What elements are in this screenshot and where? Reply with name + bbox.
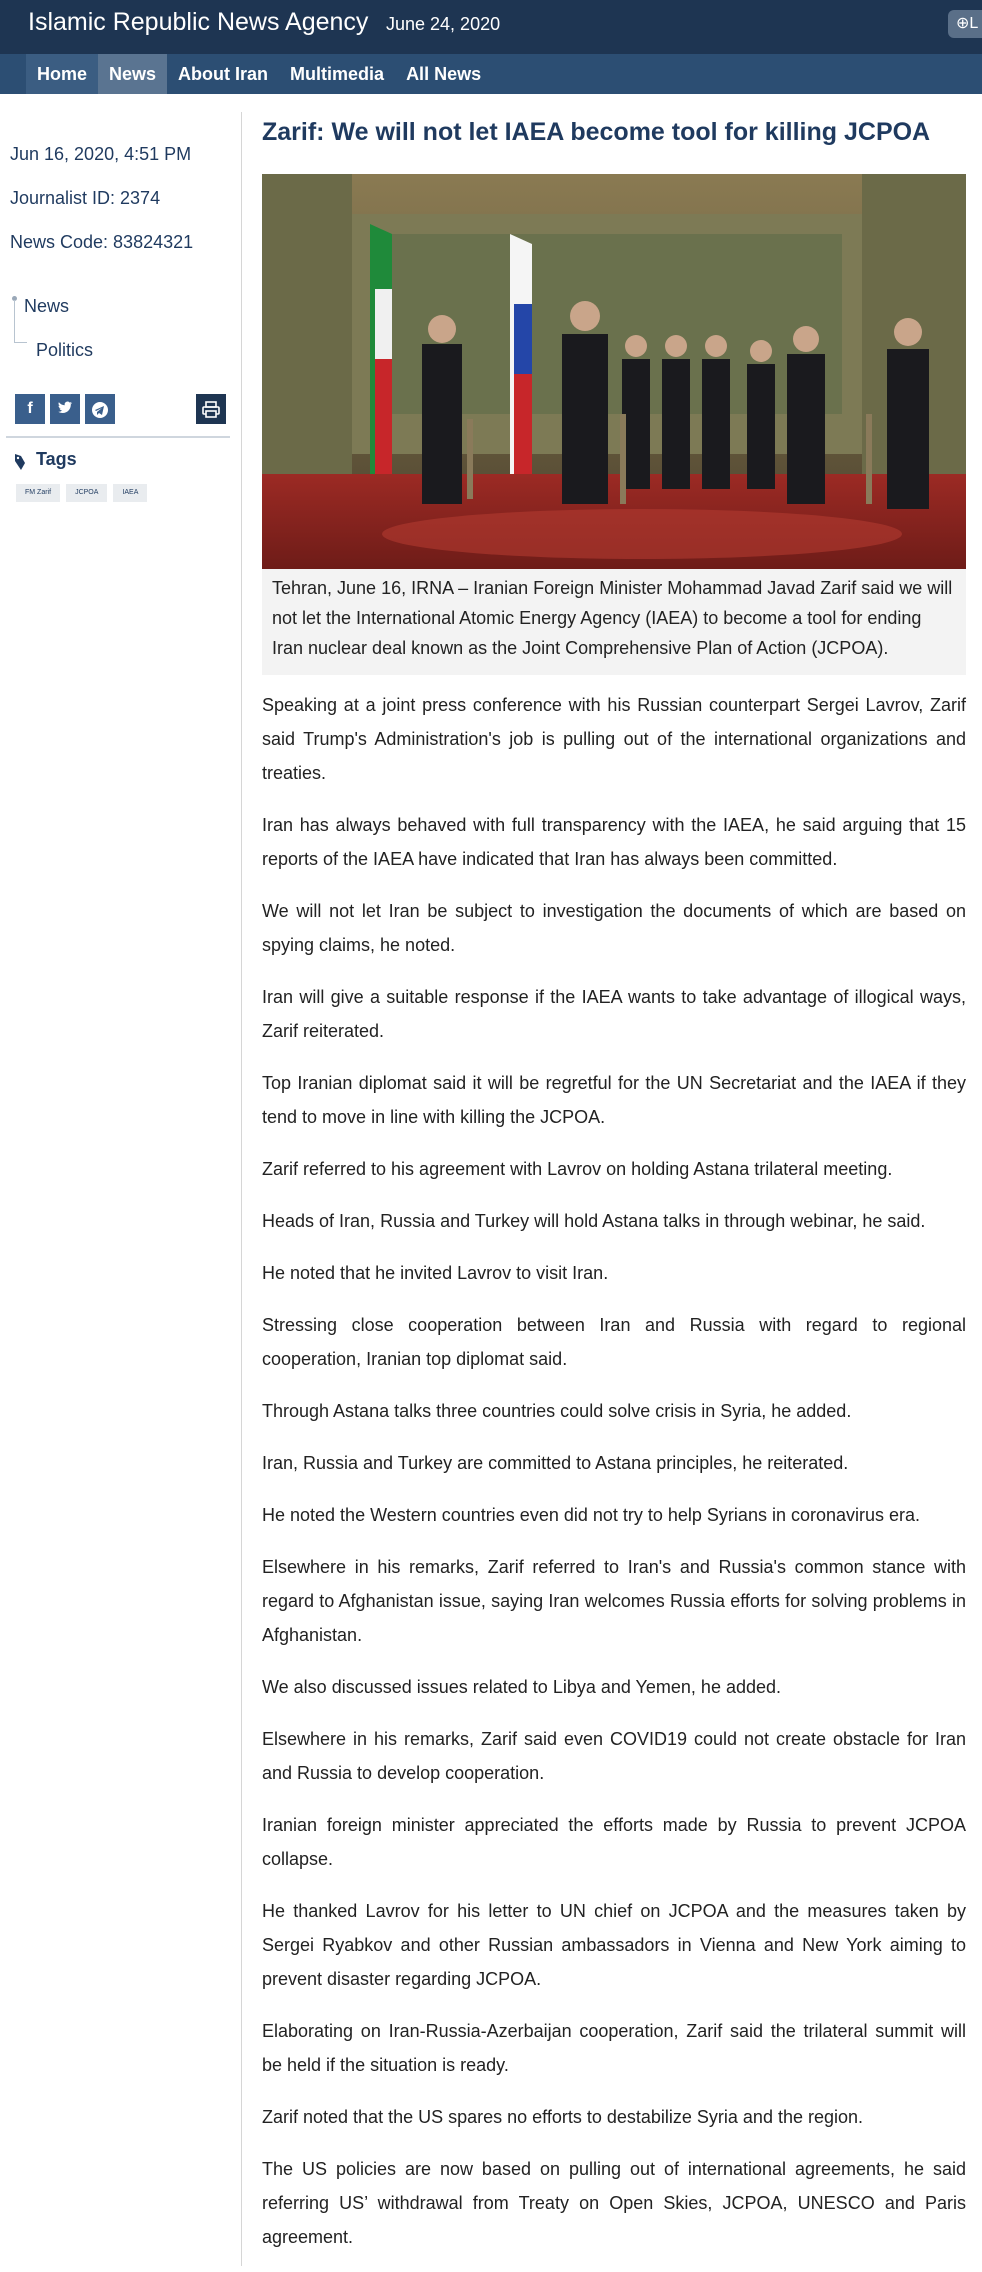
facebook-icon: f bbox=[27, 400, 33, 417]
article-paragraph: He noted the Western countries even did not try to help Syrians in coronavirus era. bbox=[262, 1505, 921, 1525]
article-paragraph: He thanked Lavrov for his letter to UN chief on JCPOA and the measures taken by Sergei Ryabkov and other Russian ambassadors in Vienna and New York aiming to prevent disaster regarding JCPOA. bbox=[262, 1901, 966, 1989]
twitter-share-button[interactable] bbox=[50, 394, 80, 424]
language-label: L bbox=[969, 15, 979, 32]
sidebar-divider bbox=[241, 112, 242, 2266]
site-title[interactable]: Islamic Republic News Agency bbox=[28, 8, 369, 36]
article-paragraph: Speaking at a joint press conference with his Russian counterpart Sergei Lavrov, Zarif said Trump's Administration's job is pulling out of the international organizations and treaties. bbox=[262, 695, 966, 783]
article-paragraph: Zarif referred to his agreement with Lavrov on holding Astana trilateral meeting. bbox=[262, 1159, 893, 1179]
tags-heading: Tags bbox=[36, 449, 77, 469]
nav-news[interactable]: News bbox=[98, 54, 167, 94]
article-paragraph: He noted that he invited Lavrov to visit Iran. bbox=[262, 1263, 609, 1283]
article-paragraph: We also discussed issues related to Libya and Yemen, he added. bbox=[262, 1677, 782, 1697]
article-paragraph: Iran has always behaved with full transparency with the IAEA, he said arguing that 15 reports of the IAEA have indicated that Iran has always been committed. bbox=[262, 815, 966, 869]
globe-icon: ⊕ bbox=[956, 15, 970, 32]
photo-caption: Tehran, June 16, IRNA – Iranian Foreign Minister Mohammad Javad Zarif said we will not let the International Atomic Energy Agency (IAEA) to become a tool for ending Iran nuclear deal known as the Joint Comprehensive Plan of Action (JCPOA). bbox=[262, 569, 966, 675]
nav-multimedia[interactable]: Multimedia bbox=[290, 64, 385, 84]
category-tree-line bbox=[14, 300, 27, 343]
article-paragraph: Elsewhere in his remarks, Zarif said even COVID19 could not create obstacle for Iran and Russia to develop cooperation. bbox=[262, 1729, 966, 1783]
header-date: June 24, 2020 bbox=[386, 14, 501, 34]
nav-all-news[interactable]: All News bbox=[406, 64, 482, 84]
article-paragraph: Top Iranian diplomat said it will be regretful for the UN Secretariat and the IAEA if they tend to move in line with killing the JCPOA. bbox=[262, 1073, 966, 1127]
article-paragraph: Through Astana talks three countries could solve crisis in Syria, he added. bbox=[262, 1401, 852, 1421]
article-paragraph: Elsewhere in his remarks, Zarif referred to Iran's and Russia's common stance with regard to Afghanistan issue, saying Iran welcomes Russia efforts for solving problems in Afghanistan. bbox=[262, 1557, 966, 1645]
article-paragraph: Iran, Russia and Turkey are committed to Astana principles, he reiterated. bbox=[262, 1453, 849, 1473]
article-paragraph: Heads of Iran, Russia and Turkey will hold Astana talks in through webinar, he said. bbox=[262, 1211, 926, 1231]
news-code: News Code: 83824321 bbox=[10, 232, 194, 252]
tag-icon bbox=[14, 453, 26, 471]
article-paragraph: We will not let Iran be subject to investigation the documents of which are based on spying claims, he noted. bbox=[262, 901, 966, 955]
telegram-icon bbox=[91, 401, 109, 419]
twitter-icon bbox=[57, 401, 73, 415]
article-paragraph: Elaborating on Iran-Russia-Azerbaijan cooperation, Zarif said the trilateral summit will be held if the situation is ready. bbox=[262, 2021, 966, 2075]
press-conference-image bbox=[262, 174, 966, 569]
language-button[interactable] bbox=[948, 10, 982, 38]
print-button[interactable] bbox=[196, 394, 226, 424]
tag-fm-zarif[interactable]: FM Zarif bbox=[16, 484, 60, 502]
article-photo bbox=[262, 174, 966, 569]
site-header bbox=[0, 0, 982, 54]
category-news[interactable]: News bbox=[24, 296, 70, 316]
article-paragraph: Iranian foreign minister appreciated the efforts made by Russia to prevent JCPOA collapse. bbox=[262, 1815, 966, 1869]
sidebar-separator bbox=[6, 436, 230, 438]
telegram-share-button[interactable] bbox=[85, 394, 115, 424]
article-paragraph: Zarif noted that the US spares no efforts to destabilize Syria and the region. bbox=[262, 2107, 864, 2127]
article-paragraph: The US policies are now based on pulling out of international agreements, he said referring US’ withdrawal from Treaty on Open Skies, JCPOA, UNESCO and Paris agreement. bbox=[262, 2159, 966, 2247]
nav-about-iran[interactable]: About Iran bbox=[178, 64, 269, 84]
facebook-share-button[interactable] bbox=[15, 394, 45, 424]
journalist-id: Journalist ID: 2374 bbox=[10, 188, 161, 208]
tag-jcpoa[interactable]: JCPOA bbox=[66, 484, 107, 502]
main-nav bbox=[0, 54, 982, 94]
article-title: Zarif: We will not let IAEA become tool for killing JCPOA bbox=[262, 118, 931, 146]
tag-list bbox=[16, 484, 147, 502]
print-icon bbox=[196, 394, 226, 424]
article-body bbox=[262, 688, 966, 2272]
category-politics[interactable]: Politics bbox=[36, 340, 94, 360]
article-paragraph: Iran will give a suitable response if the IAEA wants to take advantage of illogical ways, Zarif reiterated. bbox=[262, 987, 966, 1041]
publish-datetime: Jun 16, 2020, 4:51 PM bbox=[10, 144, 192, 164]
nav-home[interactable]: Home bbox=[26, 54, 98, 94]
article-paragraph: Stressing close cooperation between Iran and Russia with regard to regional cooperation, Iranian top diplomat said. bbox=[262, 1315, 966, 1369]
tag-iaea[interactable]: IAEA bbox=[113, 484, 147, 502]
